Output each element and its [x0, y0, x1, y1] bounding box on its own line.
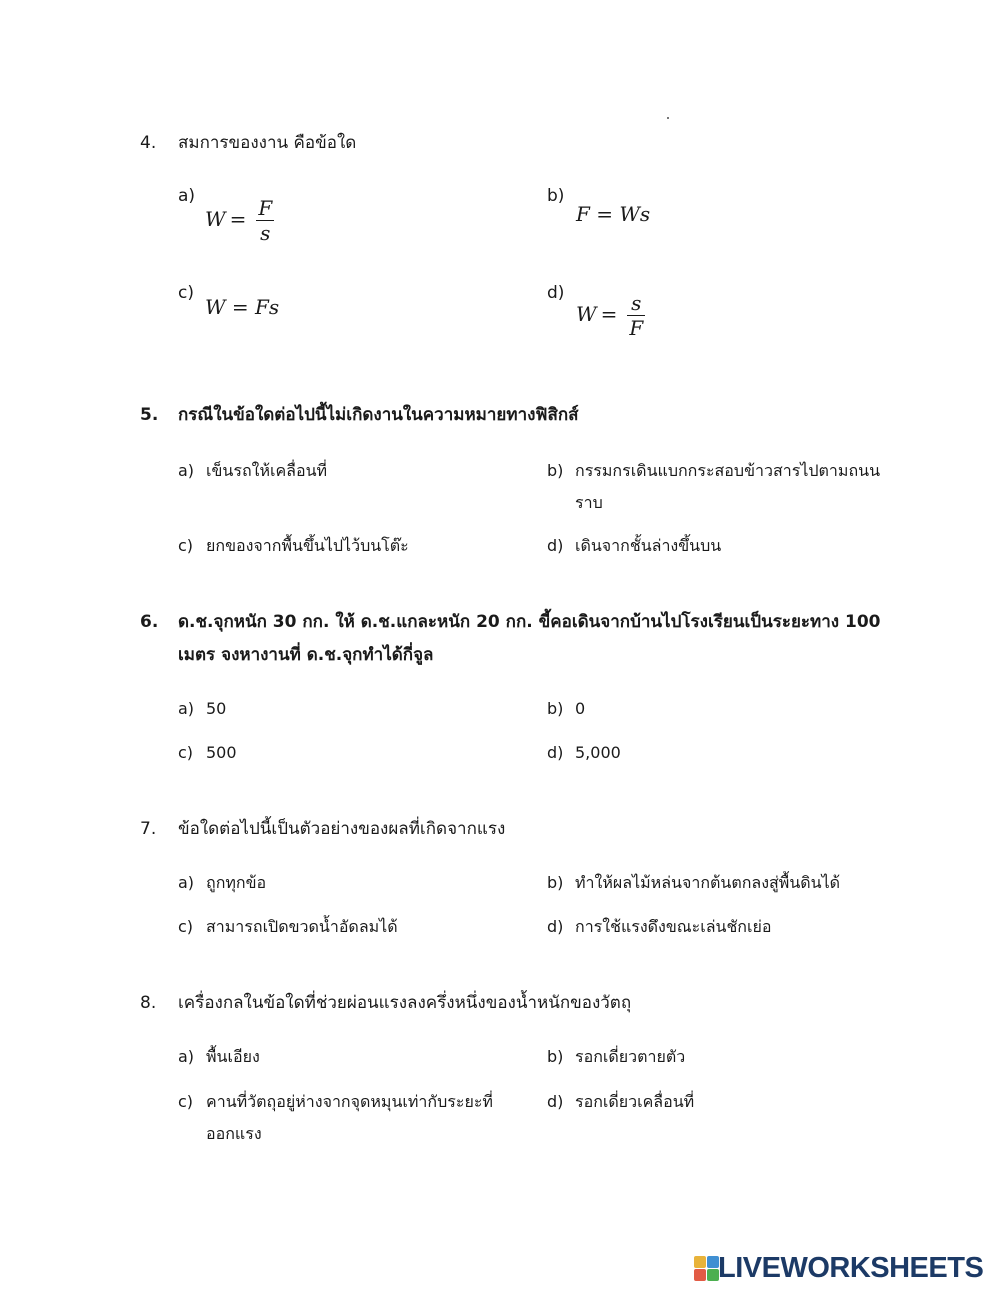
- option-text: เดินจากชั้นล่างขึ้นบน: [575, 536, 722, 555]
- option-label: b): [547, 699, 564, 718]
- option-text: รอกเดี่ยวตายตัว: [575, 1047, 686, 1066]
- option-label: a): [178, 461, 195, 480]
- option-label: c): [178, 743, 194, 762]
- option-label: b): [547, 186, 565, 206]
- option-text: 50: [206, 699, 227, 718]
- question-8-option-b[interactable]: [547, 1041, 917, 1073]
- question-6-option-b[interactable]: [547, 693, 917, 725]
- formula-w-equals-fs: W = Fs: [205, 295, 280, 319]
- question-5-option-d[interactable]: [547, 530, 917, 562]
- question-6-text: ด.ช.จุกหนัก 30 กก. ให้ ด.ช.แกละหนัก 20 กก. ขี้คอเดินจากบ้านไปโรงเรียนเป็นระยะทาง 100 เมตร จงหางานที่ ด.ช.จุกทำได้กี่จูล: [178, 612, 881, 665]
- question-8-option-c[interactable]: [178, 1086, 528, 1150]
- logo-tile: [694, 1269, 706, 1281]
- question-7-option-d[interactable]: [547, 911, 917, 943]
- option-label: b): [547, 873, 564, 892]
- question-7-text: ข้อใดต่อไปนี้เป็นตัวอย่างของผลที่เกิดจากแรง: [178, 819, 506, 839]
- option-label: a): [178, 186, 196, 206]
- question-6-option-d[interactable]: [547, 737, 917, 769]
- question-5-number: 5.: [140, 405, 159, 425]
- option-text: 5,000: [575, 743, 621, 762]
- question-5-option-a[interactable]: [178, 455, 528, 487]
- question-7-option-c[interactable]: [178, 911, 528, 943]
- question-4-number: 4.: [140, 133, 157, 153]
- question-6-option-c[interactable]: [178, 737, 528, 769]
- option-label: d): [547, 283, 565, 303]
- option-label: a): [178, 873, 195, 892]
- option-label: d): [547, 1092, 564, 1111]
- option-label: a): [178, 699, 195, 718]
- question-7-option-a[interactable]: [178, 867, 528, 899]
- option-text: เข็นรถให้เคลื่อนที่: [206, 461, 328, 480]
- formula-f-equals-ws: F = Ws: [576, 202, 651, 226]
- option-label: c): [178, 1092, 194, 1111]
- option-label: a): [178, 1047, 195, 1066]
- logo-tiles-icon: [694, 1256, 720, 1282]
- liveworksheets-logo: [694, 1252, 986, 1288]
- logo-tile: [694, 1256, 706, 1268]
- option-text: คานที่วัตถุอยู่ห่างจากจุดหมุนเท่ากับระยะที่ออกแรง: [206, 1092, 493, 1143]
- question-6-number: 6.: [140, 612, 159, 632]
- question-6-option-a[interactable]: [178, 693, 528, 725]
- option-text: ถูกทุกข้อ: [206, 873, 267, 892]
- option-text: 0: [575, 699, 586, 718]
- option-text: ยกของจากพื้นขึ้นไปไว้บนโต๊ะ: [206, 536, 409, 555]
- question-5-option-c[interactable]: [178, 530, 528, 562]
- option-label: c): [178, 536, 194, 555]
- option-label: c): [178, 917, 194, 936]
- option-text: การใช้แรงดึงขณะเล่นชักเย่อ: [575, 917, 772, 936]
- question-8-option-d[interactable]: [547, 1086, 917, 1118]
- option-text: พื้นเอียง: [206, 1047, 260, 1066]
- question-5-option-b[interactable]: [547, 455, 917, 519]
- question-7-number: 7.: [140, 819, 157, 839]
- question-8-number: 8.: [140, 993, 157, 1013]
- scan-speck: [667, 117, 669, 119]
- brand-name: LIVEWORKSHEETS: [718, 1252, 984, 1284]
- question-4-text: สมการของงาน คือข้อใด: [178, 133, 357, 153]
- option-text: 500: [206, 743, 237, 762]
- option-label: b): [547, 1047, 564, 1066]
- option-text: กรรมกรเดินแบกกระสอบข้าวสารไปตามถนนราบ: [575, 461, 880, 512]
- option-label: d): [547, 917, 564, 936]
- question-5-text: กรณีในข้อใดต่อไปนี้ไม่เกิดงานในความหมายทางฟิสิกส์: [178, 405, 579, 425]
- option-text: รอกเดี่ยวเคลื่อนที่: [575, 1092, 695, 1111]
- option-label: d): [547, 743, 564, 762]
- question-8-option-a[interactable]: [178, 1041, 528, 1073]
- option-label: d): [547, 536, 564, 555]
- option-text: ทำให้ผลไม้หล่นจากต้นตกลงสู่พื้นดินได้: [575, 873, 841, 892]
- formula-w-equals-s-over-f: W = $\frac{s}{F}$: [576, 291, 644, 340]
- option-text: สามารถเปิดขวดน้ำอัดลมได้: [206, 917, 398, 936]
- question-8-text: เครื่องกลในข้อใดที่ช่วยผ่อนแรงลงครึ่งหนึ่งของน้ำหนักของวัตถุ: [178, 993, 632, 1013]
- option-label: c): [178, 283, 194, 303]
- option-label: b): [547, 461, 564, 480]
- formula-w-equals-f-over-s: W = $\frac{F}{s}$: [205, 196, 273, 245]
- question-7-option-b[interactable]: [547, 867, 917, 899]
